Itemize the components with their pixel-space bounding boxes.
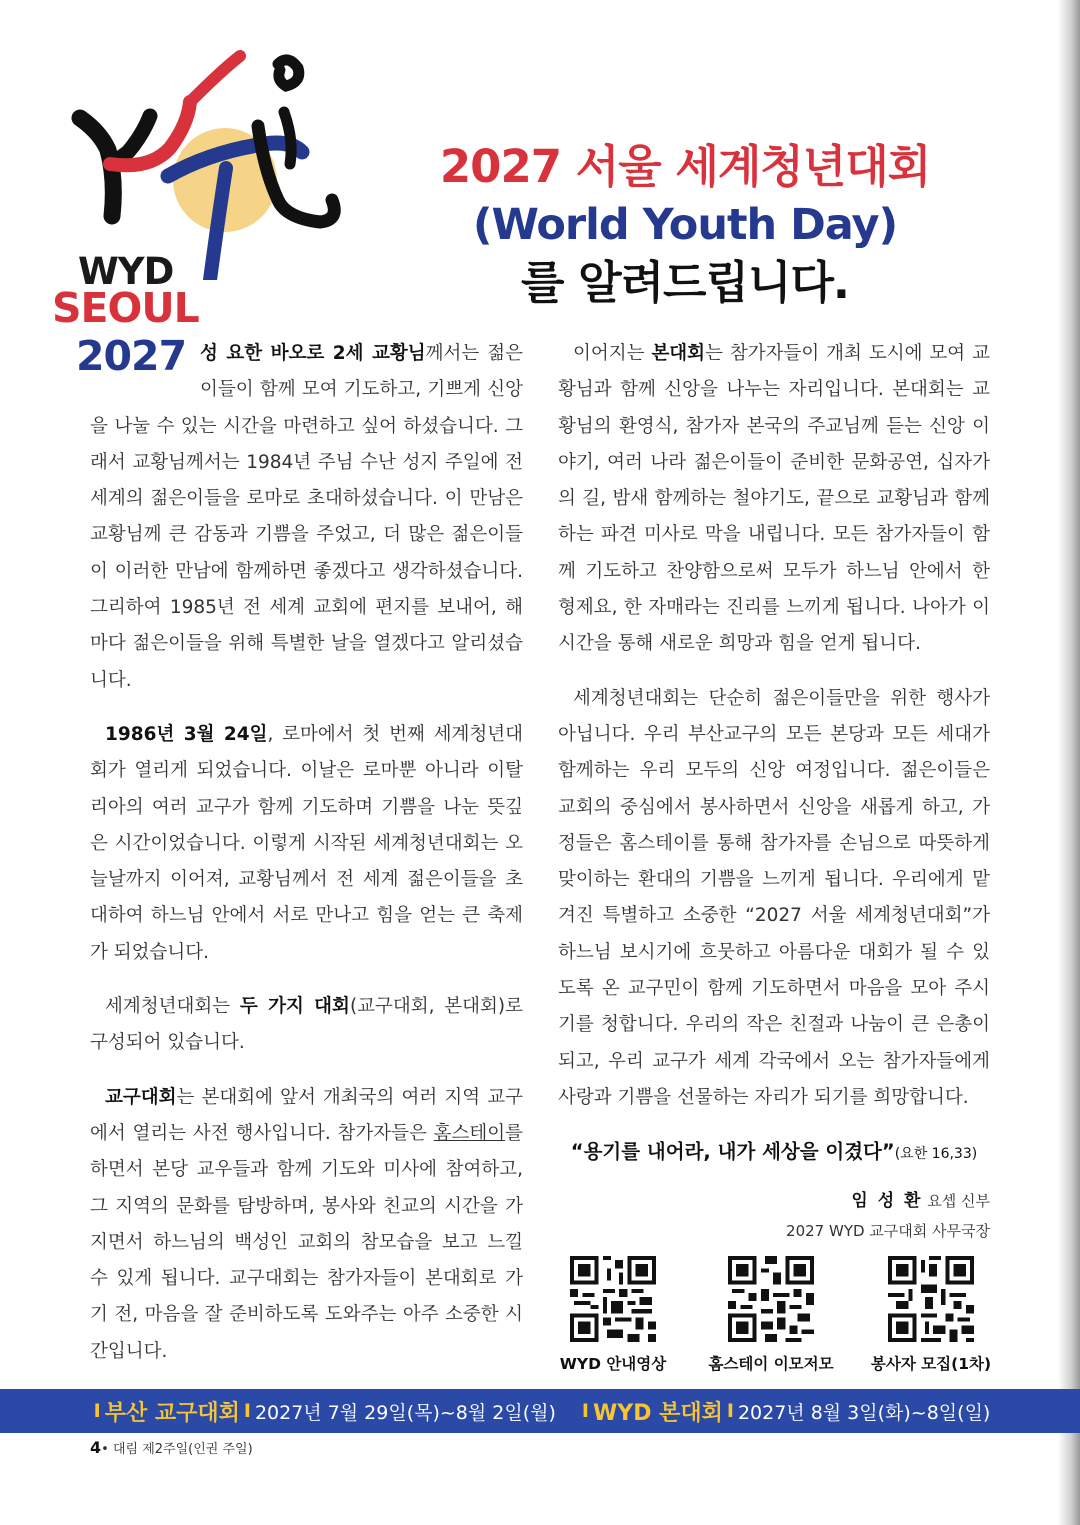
page-footer bbox=[90, 1438, 253, 1457]
banner-divider: I bbox=[726, 1400, 734, 1422]
qr-code-icon bbox=[888, 1256, 974, 1342]
paragraph-diocese-event bbox=[90, 1080, 523, 1370]
banner-divider: I bbox=[243, 1400, 251, 1422]
banner-event-diocese: 부산 교구대회 bbox=[104, 1400, 240, 1426]
bible-quote bbox=[558, 1136, 990, 1164]
banner-date-main: 2027년 8월 3일(화)~8일(일) bbox=[737, 1401, 991, 1424]
paragraph-invitation bbox=[558, 681, 990, 1117]
left-column bbox=[90, 336, 523, 1388]
paragraph-structure bbox=[90, 989, 523, 1062]
bold-pope-name: 성 요한 바오로 2세 교황님 bbox=[200, 343, 426, 364]
page-edge-shadow bbox=[1058, 0, 1080, 1525]
footer-issue-text: 대림 제2주일(인권 주일) bbox=[112, 1442, 253, 1457]
event-dates-banner bbox=[0, 1389, 1080, 1433]
banner-event-main: WYD 본대회 bbox=[593, 1400, 723, 1426]
paragraph-main-pre: 이어지는 bbox=[573, 343, 652, 364]
title-line-3: 를 알려드립니다. bbox=[520, 256, 850, 309]
banner-divider: I bbox=[93, 1400, 101, 1422]
banner-date-diocese: 2027년 7월 29일(목)~8월 2일(월) bbox=[254, 1401, 556, 1424]
quote-text: “용기를 내어라, 내가 세상을 이겼다” bbox=[570, 1140, 895, 1163]
logo-year-text: 2027 bbox=[76, 332, 187, 380]
page-title bbox=[380, 138, 990, 312]
logo-brush-mark bbox=[50, 40, 350, 280]
qr-code-icon bbox=[728, 1256, 814, 1342]
right-column bbox=[558, 336, 990, 1134]
bold-two-events: 두 가지 대회 bbox=[239, 996, 350, 1018]
title-line-2: (World Youth Day) bbox=[472, 200, 898, 250]
paragraph-intro-text: 께서는 젊은이들이 함께 모여 기도하고, 기쁘게 신앙을 나눌 수 있는 시간을 마련하고 싶어 하셨습니다. 그래서 교황님께서는 1984년 주님 수난 성지 주일에 전 세계의 젊은이들을 로마로 초대하셨습니다. 이 만남은 교황님께 큰 감동과 기쁨을 주었고, 더 많은 젊은이들이 이러한 만남에 함께하면 좋겠다고 생각하셨습니다. 그리하여 1985년 전 세계 교회에 편지를 보내어, 해마다 젊은이들을 위해 특별한 날을 열겠다고 알리셨습니다. bbox=[90, 343, 523, 691]
signature-title: 요셉 신부 bbox=[927, 1192, 990, 1210]
paragraph-history bbox=[90, 717, 523, 971]
page-number-dot: • bbox=[101, 1442, 113, 1457]
qr-volunteer[interactable] bbox=[856, 1256, 1006, 1374]
qr-wyd-video[interactable] bbox=[538, 1256, 688, 1374]
quote-citation: (요한 16,33) bbox=[894, 1146, 978, 1162]
signature bbox=[786, 1186, 990, 1246]
logo-wyd-text: WYD bbox=[78, 250, 174, 293]
qr-code-icon bbox=[570, 1256, 656, 1342]
paragraph-history-text: , 로마에서 첫 번째 세계청년대회가 열리게 되었습니다. 이날은 로마뿐 아니라 이탈리아의 여러 교구가 함께 기도하며 기쁨을 나눈 뜻깊은 시간이었습니다. 이렇게 시작된 세계청년대회는 오늘날까지 이어져, 교황님께서 전 세계 젊은이들을 초대하여 하느님 안에서 서로 만나고 힘을 얻는 큰 축제가 되었습니다. bbox=[90, 723, 523, 963]
paragraph-diocese-text-a: 는 본대회에 앞서 개최국의 여러 지역 교구에서 열리는 사전 행사입니다. 참가자들은 bbox=[90, 1086, 523, 1144]
paragraph-invitation-text: 세계청년대회는 단순히 젊은이들만을 위한 행사가 아닙니다. 우리 부산교구의 모든 본당과 모든 세대가 함께하는 우리 모두의 신앙 여정입니다. 젊은이들은 교회의 중심에서 봉사하면서 신앙을 새롭게 하고, 가정들은 홈스테이를 통해 참가자를 손님으로 따뜻하게 맞이하는 환대의 기쁨을 느끼게 됩니다. 우리에게 맡겨진 특별하고 소중한 “2027 서울 세계청년대회”가 하느님 보시기에 흐뭇하고 아름다운 대회가 될 수 있도록 온 교구민이 함께 기도하면서 마음을 모아 주시기를 청합니다. 우리의 작은 친절과 나눔이 큰 은총이 되고, 우리 교구가 세계 각국에서 오는 참가자들에게 사랑과 기쁨을 선물하는 자리가 되기를 희망합니다. bbox=[558, 687, 990, 1108]
paragraph-main-event bbox=[558, 336, 990, 663]
qr-label-wyd-video: WYD 안내영상 bbox=[559, 1355, 667, 1373]
signature-name: 임 성 환 bbox=[851, 1191, 923, 1211]
bold-main-event: 본대회 bbox=[651, 343, 706, 364]
qr-label-homestay: 홈스테이 이모저모 bbox=[708, 1355, 834, 1373]
qr-label-volunteer: 봉사자 모집(1차) bbox=[870, 1355, 992, 1373]
underline-homestay: 홈스테이 bbox=[433, 1122, 506, 1144]
signature-role: 2027 WYD 교구대회 사무국장 bbox=[786, 1222, 990, 1240]
logo-wrap-space bbox=[90, 336, 200, 408]
paragraph-structure-pre: 세계청년대회는 bbox=[105, 996, 240, 1018]
title-line-1: 2027 서울 세계청년대회 bbox=[439, 140, 931, 193]
banner-divider: I bbox=[581, 1400, 589, 1422]
paragraph-structure-text: (교구대회, 본대회)로 구성되어 있습니다. bbox=[90, 996, 524, 1054]
paragraph-diocese-text-b: 를 하면서 본당 교우들과 함께 기도와 미사에 참여하고, 그 지역의 문화를 탐방하며, 봉사와 친교의 시간을 가지면서 하느님의 백성인 교회의 참모습을 보고 느낄 수 있게 됩니다. 교구대회는 참가자들이 본대회로 가기 전, 마음을 잘 준비하도록 도와주는 아주 소중한 시간입니다. bbox=[90, 1122, 523, 1362]
paragraph-main-text: 는 참가자들이 개최 도시에 모여 교황님과 함께 신앙을 나누는 자리입니다. 본대회는 교황님의 환영식, 참가자 본국의 주교님께 듣는 신앙 이야기, 여러 나라 젊은이들이 준비한 문화공연, 십자가의 길, 밤새 함께하는 철야기도, 끝으로 교황님과 함께하는 파견 미사로 막을 내립니다. 모든 참가자들이 함께 기도하고 찬양함으로써 모두가 하느님 안에서 한 형제요, 한 자매라는 진리를 느끼게 됩니다. 나아가 이 시간을 통해 새로운 희망과 힘을 얻게 됩니다. bbox=[558, 343, 990, 655]
logo-seoul-text: SEOUL bbox=[52, 284, 199, 332]
bold-date: 1986년 3월 24일 bbox=[105, 723, 268, 745]
wyd-seoul-logo bbox=[50, 40, 350, 380]
qr-homestay[interactable] bbox=[696, 1256, 846, 1374]
page-number: 4 bbox=[90, 1438, 102, 1457]
bold-diocese-event: 교구대회 bbox=[105, 1086, 177, 1108]
